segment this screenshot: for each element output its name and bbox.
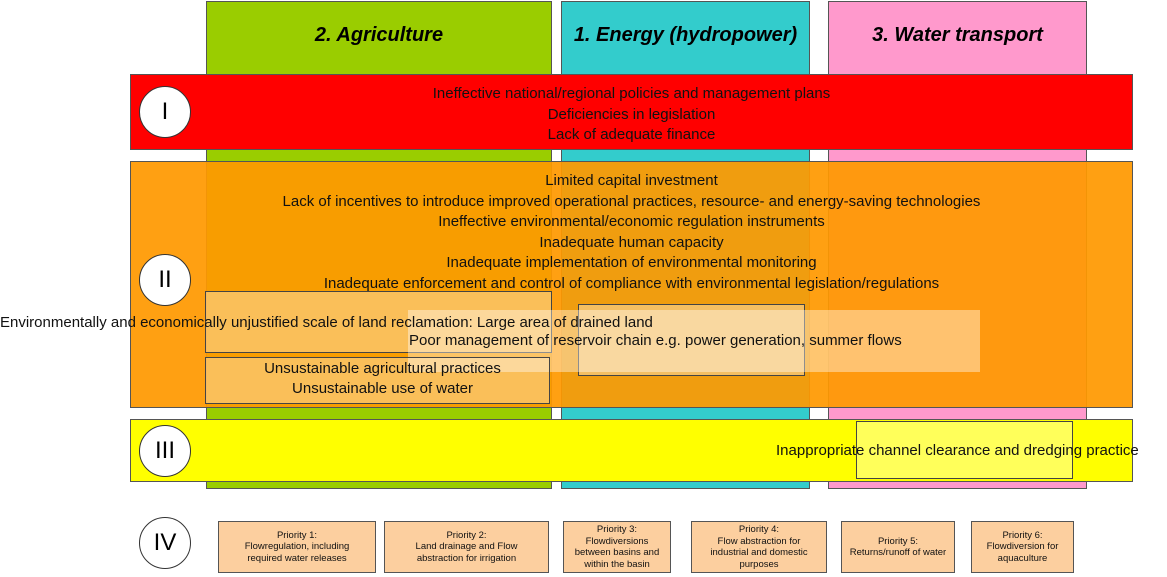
band-i-line-2: Deficiencies in legislation — [547, 105, 716, 123]
agri-practices-text: Unsustainable agricultural practices — [264, 360, 501, 377]
band-ii-line-1: Limited capital investment — [545, 172, 718, 189]
channel-clearance-text: Inappropriate channel clearance and dredging practice — [776, 442, 1139, 459]
priority-5-box: Priority 5: Returns/runoff of water — [841, 521, 955, 573]
band-iii-numeral: III — [139, 425, 191, 477]
column-title-agriculture: 2. Agriculture — [314, 24, 444, 46]
priority-4-box: Priority 4: Flow abstraction for industrial and domestic purposes — [691, 521, 827, 573]
column-title-energy: 1. Energy (hydropower) — [573, 24, 798, 46]
band-iv-numeral: IV — [139, 517, 191, 569]
band-i-line-1: Ineffective national/regional policies and management plans — [432, 85, 831, 102]
priority-1-box: Priority 1: Flowregulation, including required water releases — [218, 521, 376, 573]
land-reclamation-text: Environmentally and economically unjustified scale of land reclamation: Large area of drained land — [0, 314, 653, 331]
band-ii-line-3: Ineffective environmental/economic regulation instruments — [438, 213, 825, 230]
band-ii-line-5: Inadequate implementation of environmental monitoring — [446, 254, 817, 271]
agri-water-text: Unsustainable use of water — [292, 380, 473, 397]
reservoir-text: Poor management of reservoir chain e.g. power generation, summer flows — [409, 332, 902, 349]
priority-6-box: Priority 6: Flowdiversion for aquaculture — [971, 521, 1074, 573]
band-ii-line-4: Inadequate human capacity — [539, 233, 724, 251]
band-ii-numeral: II — [139, 254, 191, 306]
band-i-line-3: Lack of adequate finance — [547, 126, 716, 143]
band-ii-line-6: Inadequate enforcement and control of compliance with environmental legislation/regulations — [323, 274, 940, 292]
priority-2-box: Priority 2: Land drainage and Flow abstraction for irrigation — [384, 521, 549, 573]
priority-3-box: Priority 3: Flowdiversions between basins and within the basin — [563, 521, 671, 573]
column-title-water-transport: 3. Water transport — [872, 24, 1043, 46]
band-i — [130, 74, 1133, 150]
band-ii-line-2: Lack of incentives to introduce improved operational practices, resource- and energy-saving technologies — [282, 192, 981, 210]
band-i-numeral: I — [139, 86, 191, 138]
